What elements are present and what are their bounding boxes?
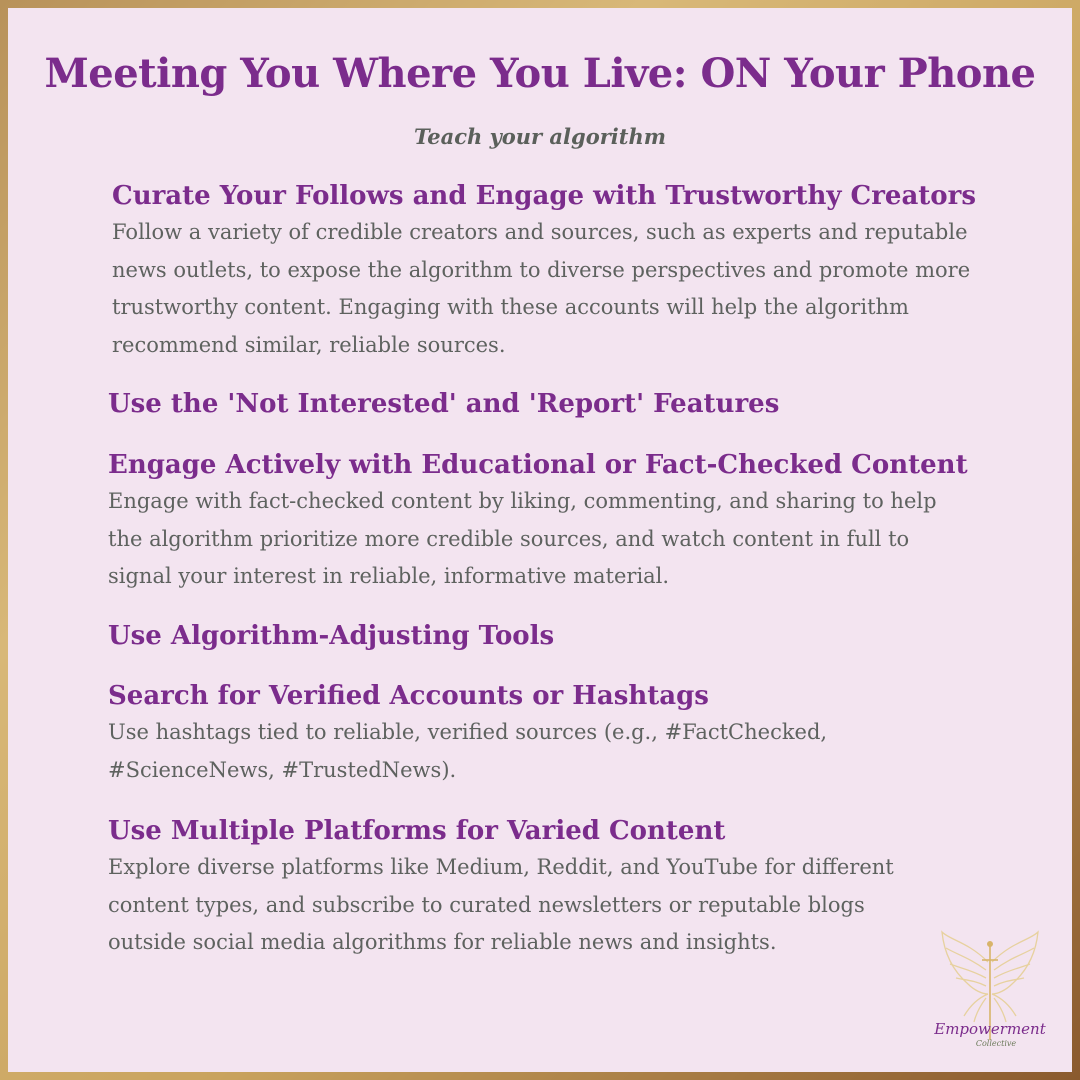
page-title: Meeting You Where You Live: ON Your Phone [44,50,1036,97]
section-multiple-platforms [108,813,988,962]
section-heading: Use Algorithm-Adjusting Tools [108,621,555,651]
section-not-interested [108,386,988,422]
section-curate-follows [112,178,992,364]
section-heading: Curate Your Follows and Engage with Trustworthy Creators [112,181,976,211]
infographic-card [8,8,1072,1072]
section-body: Explore diverse platforms like Medium, Reddit, and YouTube for different content types, and subscribe to curated newsletters or reputable blogs outside social media algorithms for reliable news and insights. [108,855,894,954]
section-body: Engage with fact-checked content by liking, commenting, and sharing to help the algorithm prioritize more credible sources, and watch content in full to signal your interest in reliable, informative material. [108,489,937,588]
logo-brand-text: Empowerment [934,1020,1046,1038]
section-heading: Use the 'Not Interested' and 'Report' Features [108,389,780,419]
page-subtitle: Teach your algorithm [414,124,666,149]
section-body: Use hashtags tied to reliable, verified sources (e.g., #FactChecked, #ScienceNews, #TrustedNews). [108,720,828,782]
section-heading: Search for Verified Accounts or Hashtags [108,681,709,711]
section-heading: Use Multiple Platforms for Varied Content [108,816,726,846]
section-algorithm-tools [108,618,988,654]
empowerment-collective-logo [928,922,1052,1062]
section-heading: Engage Actively with Educational or Fact-Checked Content [108,450,968,480]
section-body: Follow a variety of credible creators and sources, such as experts and reputable news outlets, to expose the algorithm to diverse perspectives and promote more trustworthy content. Engaging with these accounts will help the algorithm recommend similar, reliable sources. [112,220,971,357]
logo-tagline-text: Collective [975,1039,1017,1048]
section-verified-accounts [108,678,988,789]
section-engage-actively [108,447,988,596]
angel-wings-sword-icon [928,922,1052,1062]
